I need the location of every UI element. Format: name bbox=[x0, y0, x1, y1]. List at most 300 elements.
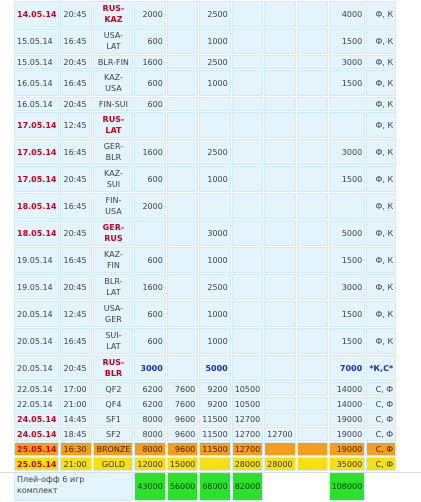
price-cell: 1000 bbox=[199, 247, 230, 273]
price-cell: 12700 bbox=[232, 427, 263, 441]
match-time: 14:45 bbox=[60, 412, 92, 426]
price-cell: 35000 bbox=[329, 457, 366, 471]
playoff-package-label bbox=[14, 472, 133, 501]
price-cell: 2000 bbox=[134, 193, 165, 219]
price-cell: 600 bbox=[134, 28, 165, 54]
price-cell bbox=[167, 328, 198, 354]
price-cell bbox=[134, 220, 165, 246]
price-cell bbox=[167, 301, 198, 327]
price-cell bbox=[232, 247, 263, 273]
match-time: 20:45 bbox=[60, 220, 92, 246]
match-teams bbox=[93, 247, 133, 273]
playoff-label-line: Плей-офф 6 игр bbox=[17, 475, 85, 484]
price-cell: 9600 bbox=[167, 412, 198, 426]
price-cell bbox=[264, 193, 295, 219]
price-cell bbox=[199, 193, 230, 219]
price-cell bbox=[264, 166, 295, 192]
price-cell bbox=[167, 220, 198, 246]
price-cell bbox=[297, 97, 328, 111]
price-cell bbox=[232, 193, 263, 219]
price-cell bbox=[297, 328, 328, 354]
table-row bbox=[14, 457, 396, 471]
match-time: 17:00 bbox=[60, 382, 92, 396]
match-teams bbox=[93, 166, 133, 192]
price-cell bbox=[297, 220, 328, 246]
match-teams-part: GER bbox=[105, 315, 122, 324]
match-teams-part: USA- bbox=[103, 31, 124, 40]
price-cell: 600 bbox=[134, 328, 165, 354]
price-cell bbox=[297, 442, 328, 456]
price-cell: 14000 bbox=[329, 382, 366, 396]
match-date: 25.05.14 bbox=[14, 457, 59, 471]
table-row bbox=[14, 274, 396, 300]
price-cell bbox=[264, 442, 295, 456]
match-teams bbox=[93, 28, 133, 54]
match-date: 16.05.14 bbox=[14, 97, 59, 111]
match-teams-part: SUI- bbox=[105, 331, 122, 340]
match-teams-part: KAZ bbox=[104, 15, 123, 24]
price-cell bbox=[329, 193, 366, 219]
ticket-class: Ф, К bbox=[366, 1, 396, 27]
table-row bbox=[14, 247, 396, 273]
match-teams-part: FIN bbox=[106, 261, 120, 270]
ticket-class: *К,С* bbox=[366, 355, 396, 381]
match-teams bbox=[93, 397, 133, 411]
price-cell bbox=[329, 97, 366, 111]
match-time: 18:45 bbox=[60, 427, 92, 441]
table-row bbox=[14, 220, 396, 246]
price-cell bbox=[232, 301, 263, 327]
price-cell bbox=[264, 70, 295, 96]
price-cell bbox=[264, 328, 295, 354]
ticket-class: Ф, К bbox=[366, 193, 396, 219]
price-cell: 12000 bbox=[134, 457, 165, 471]
price-cell: 28000 bbox=[264, 457, 295, 471]
price-cell bbox=[134, 112, 165, 138]
price-cell bbox=[297, 193, 328, 219]
price-cell bbox=[297, 112, 328, 138]
price-cell bbox=[297, 166, 328, 192]
ticket-class: Ф, К bbox=[366, 166, 396, 192]
price-cell bbox=[264, 139, 295, 165]
match-teams bbox=[93, 139, 133, 165]
ticket-class: С, Ф bbox=[366, 397, 396, 411]
price-cell bbox=[199, 112, 230, 138]
price-cell bbox=[167, 1, 198, 27]
price-cell: 12700 bbox=[264, 427, 295, 441]
table-row bbox=[14, 301, 396, 327]
ticket-class: Ф, К bbox=[366, 70, 396, 96]
table-row bbox=[14, 112, 396, 138]
ticket-class: Ф, К bbox=[366, 139, 396, 165]
price-cell: 600 bbox=[134, 70, 165, 96]
price-cell bbox=[232, 139, 263, 165]
price-cell: 2500 bbox=[199, 139, 230, 165]
match-date: 24.05.14 bbox=[14, 427, 59, 441]
price-cell: 10500 bbox=[232, 397, 263, 411]
price-cell: 1600 bbox=[134, 139, 165, 165]
ticket-class: С, Ф bbox=[366, 382, 396, 396]
price-cell: 19000 bbox=[329, 427, 366, 441]
price-cell: 10500 bbox=[232, 382, 263, 396]
match-teams bbox=[93, 442, 133, 456]
price-cell bbox=[264, 274, 295, 300]
price-cell bbox=[264, 1, 295, 27]
package-price: 82000 bbox=[232, 472, 263, 501]
price-cell bbox=[264, 97, 295, 111]
match-teams-part: BLR- bbox=[104, 277, 123, 286]
match-teams bbox=[93, 55, 133, 69]
price-cell bbox=[232, 220, 263, 246]
price-cell: 11500 bbox=[199, 442, 230, 456]
match-teams bbox=[93, 328, 133, 354]
price-cell: 2000 bbox=[134, 1, 165, 27]
table-row bbox=[14, 70, 396, 96]
ticket-class: С, Ф bbox=[366, 457, 396, 471]
match-time: 16:45 bbox=[60, 193, 92, 219]
price-cell: 600 bbox=[134, 247, 165, 273]
match-teams-part: GOLD bbox=[101, 459, 125, 469]
table-row bbox=[14, 355, 396, 381]
match-date: 14.05.14 bbox=[14, 1, 59, 27]
price-cell bbox=[297, 70, 328, 96]
price-cell bbox=[297, 427, 328, 441]
price-cell: 1500 bbox=[329, 70, 366, 96]
price-cell bbox=[167, 28, 198, 54]
price-cell: 1000 bbox=[199, 301, 230, 327]
match-teams bbox=[93, 301, 133, 327]
match-teams-part: BRONZE bbox=[96, 444, 131, 454]
schedule-table-body bbox=[14, 1, 396, 501]
ticket-class: Ф, К bbox=[366, 274, 396, 300]
ticket-class: Ф, К bbox=[366, 28, 396, 54]
price-cell bbox=[232, 274, 263, 300]
table-row bbox=[14, 55, 396, 69]
match-teams bbox=[93, 274, 133, 300]
price-cell bbox=[297, 397, 328, 411]
price-cell: 6200 bbox=[134, 382, 165, 396]
price-cell bbox=[199, 457, 230, 471]
price-cell: 14000 bbox=[329, 397, 366, 411]
price-cell: 9200 bbox=[199, 397, 230, 411]
match-teams-part: FIN-SUI bbox=[98, 99, 128, 109]
match-teams-part: GER- bbox=[103, 142, 124, 151]
price-cell: 19000 bbox=[329, 442, 366, 456]
price-cell bbox=[167, 112, 198, 138]
price-cell bbox=[232, 70, 263, 96]
match-date: 20.05.14 bbox=[14, 328, 59, 354]
match-teams-part: QF2 bbox=[105, 384, 122, 394]
table-row bbox=[14, 427, 396, 441]
match-teams-part: LAT bbox=[106, 288, 121, 297]
table-row bbox=[14, 193, 396, 219]
match-time: 16:45 bbox=[60, 247, 92, 273]
price-cell bbox=[297, 139, 328, 165]
match-date: 20.05.14 bbox=[14, 355, 59, 381]
price-cell: 7600 bbox=[167, 382, 198, 396]
price-cell bbox=[232, 166, 263, 192]
match-date: 16.05.14 bbox=[14, 70, 59, 96]
match-teams-part: SF2 bbox=[106, 429, 121, 439]
price-cell: 15000 bbox=[167, 457, 198, 471]
price-cell bbox=[232, 355, 263, 381]
match-time: 12:45 bbox=[60, 112, 92, 138]
price-cell: 600 bbox=[134, 97, 165, 111]
price-cell bbox=[297, 274, 328, 300]
price-cell: 8000 bbox=[134, 442, 165, 456]
match-time: 20:45 bbox=[60, 1, 92, 27]
price-cell: 1500 bbox=[329, 328, 366, 354]
price-cell bbox=[167, 55, 198, 69]
table-row bbox=[14, 1, 396, 27]
match-teams bbox=[93, 427, 133, 441]
match-teams-part: KAZ- bbox=[104, 73, 123, 82]
package-spacer bbox=[366, 472, 396, 501]
table-row bbox=[14, 166, 396, 192]
playoff-label-line: комплект bbox=[17, 486, 58, 495]
match-teams bbox=[93, 382, 133, 396]
price-cell: 1000 bbox=[199, 70, 230, 96]
price-cell bbox=[264, 220, 295, 246]
ticket-class: С, Ф bbox=[366, 442, 396, 456]
price-cell: 1500 bbox=[329, 247, 366, 273]
match-time: 20:45 bbox=[60, 166, 92, 192]
price-cell: 11500 bbox=[199, 427, 230, 441]
match-teams-part: USA bbox=[105, 207, 122, 216]
match-teams-part: RUS- bbox=[102, 358, 125, 367]
match-teams-part: QF4 bbox=[105, 399, 122, 409]
price-cell bbox=[232, 112, 263, 138]
price-cell: 1500 bbox=[329, 166, 366, 192]
schedule-table bbox=[13, 0, 397, 502]
price-cell: 1000 bbox=[199, 328, 230, 354]
price-cell bbox=[264, 301, 295, 327]
price-cell: 7600 bbox=[167, 397, 198, 411]
price-cell bbox=[199, 97, 230, 111]
match-teams-part: SUI bbox=[106, 180, 121, 189]
ticket-class: Ф, К bbox=[366, 301, 396, 327]
match-date: 19.05.14 bbox=[14, 247, 59, 273]
match-time: 20:45 bbox=[60, 274, 92, 300]
bottom-divider bbox=[0, 472, 421, 473]
match-date: 20.05.14 bbox=[14, 301, 59, 327]
price-cell bbox=[232, 28, 263, 54]
price-cell bbox=[297, 355, 328, 381]
match-date: 19.05.14 bbox=[14, 274, 59, 300]
price-cell bbox=[264, 355, 295, 381]
price-cell: 3000 bbox=[329, 55, 366, 69]
ticket-class: С, Ф bbox=[366, 412, 396, 426]
price-cell: 3000 bbox=[329, 274, 366, 300]
ticket-class: Ф, К bbox=[366, 97, 396, 111]
price-cell: 1000 bbox=[199, 28, 230, 54]
match-teams-part: BLR bbox=[105, 153, 122, 162]
ticket-class: Ф, К bbox=[366, 328, 396, 354]
match-teams-part: SF1 bbox=[106, 414, 121, 424]
match-time: 20:45 bbox=[60, 97, 92, 111]
ticket-class: Ф, К bbox=[366, 55, 396, 69]
price-cell: 8000 bbox=[134, 412, 165, 426]
table-row bbox=[14, 397, 396, 411]
match-time: 16:45 bbox=[60, 139, 92, 165]
price-cell bbox=[297, 1, 328, 27]
match-teams bbox=[93, 220, 133, 246]
price-cell bbox=[264, 412, 295, 426]
match-time: 21:00 bbox=[60, 397, 92, 411]
match-date: 25.05.14 bbox=[14, 442, 59, 456]
price-cell: 6200 bbox=[134, 397, 165, 411]
price-cell bbox=[167, 274, 198, 300]
match-teams-part: RUS- bbox=[102, 4, 125, 13]
price-cell bbox=[297, 55, 328, 69]
match-teams-part: LAT bbox=[106, 342, 121, 351]
price-cell bbox=[167, 139, 198, 165]
price-cell bbox=[167, 193, 198, 219]
table-row bbox=[14, 97, 396, 111]
price-cell: 8000 bbox=[134, 427, 165, 441]
price-cell: 3000 bbox=[134, 355, 165, 381]
table-row bbox=[14, 442, 396, 456]
match-time: 16:45 bbox=[60, 328, 92, 354]
match-teams-part: USA bbox=[105, 84, 122, 93]
table-row bbox=[14, 412, 396, 426]
ticket-class: Ф, К bbox=[366, 220, 396, 246]
match-teams bbox=[93, 193, 133, 219]
match-teams bbox=[93, 412, 133, 426]
playoff-package-row bbox=[14, 472, 396, 501]
price-cell bbox=[167, 247, 198, 273]
price-cell: 1500 bbox=[329, 301, 366, 327]
ticket-class: С, Ф bbox=[366, 427, 396, 441]
table-row bbox=[14, 139, 396, 165]
match-teams-part: BLR bbox=[104, 369, 123, 378]
table-row bbox=[14, 382, 396, 396]
price-cell bbox=[264, 28, 295, 54]
match-date: 15.05.14 bbox=[14, 28, 59, 54]
price-cell: 1500 bbox=[329, 28, 366, 54]
price-cell: 9600 bbox=[167, 427, 198, 441]
match-teams bbox=[93, 97, 133, 111]
price-cell bbox=[232, 55, 263, 69]
price-cell: 19000 bbox=[329, 412, 366, 426]
match-date: 22.05.14 bbox=[14, 382, 59, 396]
package-price: 108000 bbox=[329, 472, 366, 501]
price-cell: 12700 bbox=[232, 412, 263, 426]
match-time: 21:00 bbox=[60, 457, 92, 471]
price-cell bbox=[297, 412, 328, 426]
match-teams bbox=[93, 1, 133, 27]
match-time: 20:45 bbox=[60, 55, 92, 69]
match-teams-part: KAZ- bbox=[104, 250, 123, 259]
match-teams-part: KAZ- bbox=[104, 169, 123, 178]
price-cell bbox=[167, 70, 198, 96]
match-teams-part: LAT bbox=[106, 42, 121, 51]
price-cell: 4000 bbox=[329, 1, 366, 27]
price-cell: 1600 bbox=[134, 55, 165, 69]
match-teams-part: RUS bbox=[104, 234, 123, 243]
match-date: 17.05.14 bbox=[14, 166, 59, 192]
price-cell bbox=[297, 28, 328, 54]
match-date: 22.05.14 bbox=[14, 397, 59, 411]
match-teams bbox=[93, 112, 133, 138]
price-cell: 28000 bbox=[232, 457, 263, 471]
price-cell: 3000 bbox=[329, 139, 366, 165]
match-teams-part: BLR-FIN bbox=[97, 57, 129, 67]
price-cell bbox=[297, 457, 328, 471]
package-price: 43000 bbox=[134, 472, 165, 501]
match-teams-part: LAT bbox=[105, 126, 122, 135]
match-date: 18.05.14 bbox=[14, 193, 59, 219]
price-cell bbox=[264, 382, 295, 396]
price-cell bbox=[264, 397, 295, 411]
package-spacer bbox=[297, 472, 328, 501]
ticket-class: Ф, К bbox=[366, 247, 396, 273]
price-cell: 5000 bbox=[199, 355, 230, 381]
match-time: 20:45 bbox=[60, 355, 92, 381]
match-date: 17.05.14 bbox=[14, 139, 59, 165]
match-time: 16:45 bbox=[60, 28, 92, 54]
price-cell bbox=[232, 97, 263, 111]
package-price: 68000 bbox=[199, 472, 230, 501]
price-cell bbox=[232, 1, 263, 27]
price-cell: 9200 bbox=[199, 382, 230, 396]
price-cell: 9600 bbox=[167, 442, 198, 456]
price-cell bbox=[297, 247, 328, 273]
price-cell bbox=[167, 355, 198, 381]
package-price bbox=[264, 472, 295, 501]
price-cell: 1000 bbox=[199, 166, 230, 192]
match-time: 12:45 bbox=[60, 301, 92, 327]
price-cell bbox=[297, 301, 328, 327]
price-cell: 3000 bbox=[199, 220, 230, 246]
match-teams-part: GER- bbox=[102, 223, 125, 232]
match-time: 16:30 bbox=[60, 442, 92, 456]
package-price: 56000 bbox=[167, 472, 198, 501]
price-cell: 1600 bbox=[134, 274, 165, 300]
match-date: 17.05.14 bbox=[14, 112, 59, 138]
price-cell bbox=[297, 382, 328, 396]
price-cell bbox=[167, 97, 198, 111]
price-cell: 600 bbox=[134, 166, 165, 192]
price-cell: 600 bbox=[134, 301, 165, 327]
price-cell: 11500 bbox=[199, 412, 230, 426]
match-teams-part: RUS- bbox=[102, 115, 125, 124]
price-cell bbox=[264, 112, 295, 138]
price-cell bbox=[264, 55, 295, 69]
price-cell: 2500 bbox=[199, 1, 230, 27]
price-cell: 5000 bbox=[329, 220, 366, 246]
price-cell: 7000 bbox=[329, 355, 366, 381]
match-teams bbox=[93, 457, 133, 471]
match-date: 15.05.14 bbox=[14, 55, 59, 69]
match-teams bbox=[93, 70, 133, 96]
price-cell bbox=[167, 166, 198, 192]
match-teams-part: FIN- bbox=[105, 196, 122, 205]
price-cell: 2500 bbox=[199, 55, 230, 69]
price-cell bbox=[329, 112, 366, 138]
table-row bbox=[14, 28, 396, 54]
price-cell bbox=[264, 247, 295, 273]
price-cell bbox=[232, 328, 263, 354]
match-teams bbox=[93, 355, 133, 381]
match-date: 24.05.14 bbox=[14, 412, 59, 426]
ticket-class: Ф, К bbox=[366, 112, 396, 138]
match-date: 18.05.14 bbox=[14, 220, 59, 246]
price-cell: 2500 bbox=[199, 274, 230, 300]
match-teams-part: USA- bbox=[103, 304, 124, 313]
price-cell: 12700 bbox=[232, 442, 263, 456]
match-time: 16:45 bbox=[60, 70, 92, 96]
